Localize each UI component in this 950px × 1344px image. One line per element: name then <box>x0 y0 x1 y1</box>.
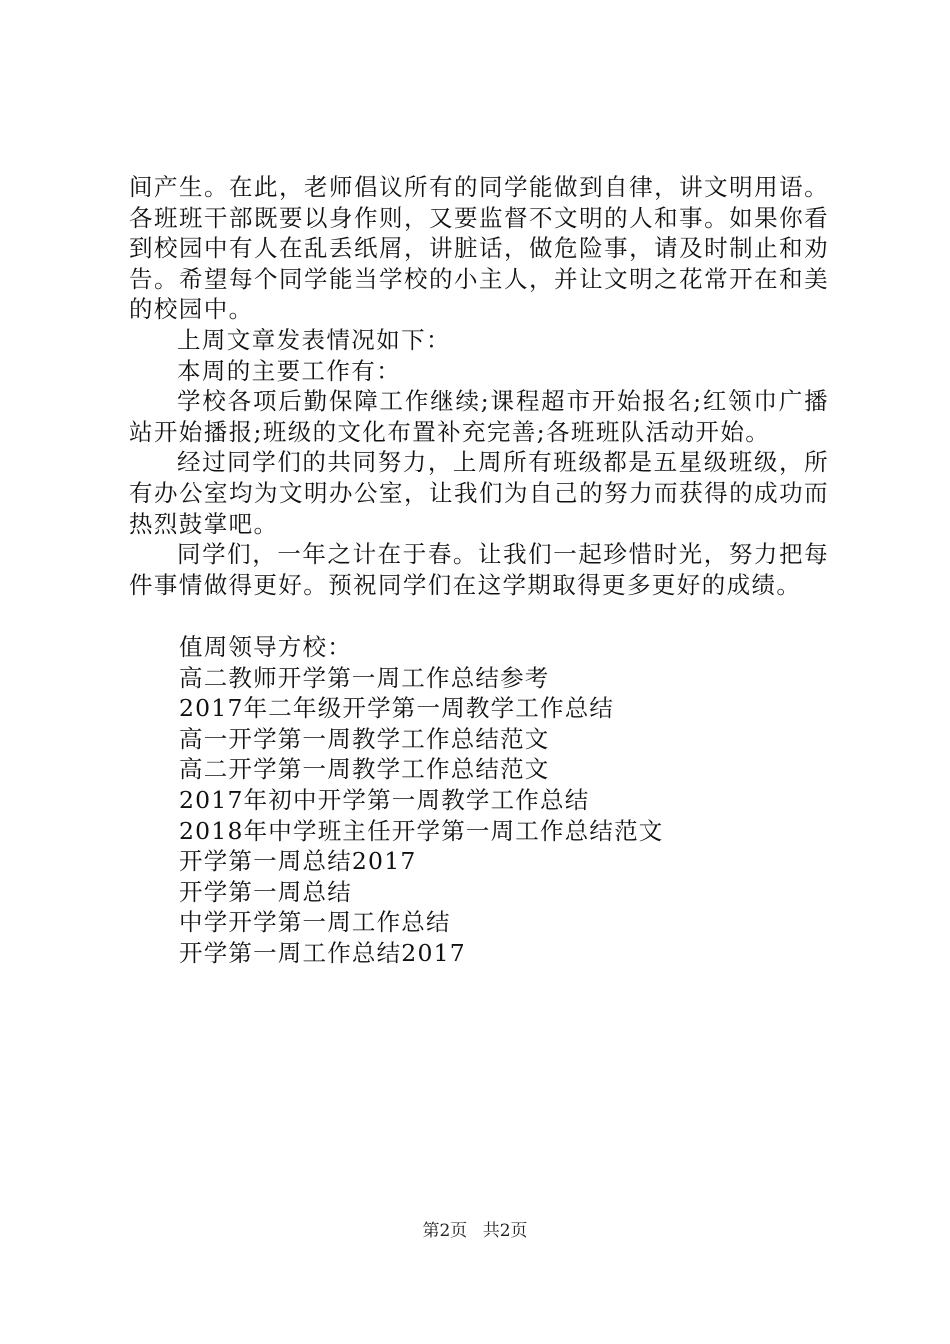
related-article-link[interactable]: 2017年二年级开学第一周教学工作总结 <box>179 694 615 723</box>
related-article-link[interactable]: 开学第一周工作总结2017 <box>179 938 466 967</box>
paragraph: 本周的主要工作有： <box>177 356 402 385</box>
page-footer <box>0 1216 950 1241</box>
paragraph: 学校各项后勤保障工作继续;课程超市开始报名;红领巾广播站开始播报;班级的文化布置补充完善;各班班队活动开始。 <box>129 387 829 446</box>
paragraph: 上周文章发表情况如下： <box>177 325 451 354</box>
related-article-link[interactable]: 2018年中学班主任开学第一周工作总结范文 <box>179 816 664 845</box>
paragraph: 同学们，一年之计在于春。让我们一起珍惜时光，努力把每件事情做得更好。预祝同学们在这学期取得更多更好的成绩。 <box>129 540 829 599</box>
related-article-link[interactable]: 开学第一周总结 <box>179 877 352 906</box>
related-article-link[interactable]: 2017年初中开学第一周教学工作总结 <box>179 785 590 814</box>
related-article-link[interactable]: 高一开学第一周教学工作总结范文 <box>179 724 550 753</box>
related-article-link[interactable]: 高二教师开学第一周工作总结参考 <box>179 663 550 692</box>
related-articles-list <box>179 632 664 969</box>
related-article-link[interactable]: 高二开学第一周教学工作总结范文 <box>179 755 550 784</box>
page-number-total: 共2页 <box>482 1221 528 1241</box>
paragraph: 间产生。在此，老师倡议所有的同学能做到自律，讲文明用语。各班班干部既要以身作则，又要监督不文明的人和事。如果你看到校园中有人在乱丢纸屑，讲脏话，做危险事，请及时制止和劝告。希望每个同学能当学校的小主人，并让文明之花常开在和美的校园中。 <box>129 173 829 324</box>
paragraph: 经过同学们的共同努力，上周所有班级都是五星级班级，所有办公室均为文明办公室，让我们为自己的努力而获得的成功而热烈鼓掌吧。 <box>129 448 829 538</box>
document-body <box>129 172 829 600</box>
signature-line: 值周领导方校： <box>179 633 352 661</box>
page-number-current: 第2页 <box>422 1221 468 1241</box>
related-article-link[interactable]: 中学开学第一周工作总结 <box>179 908 451 937</box>
related-article-link[interactable]: 开学第一周总结2017 <box>179 847 417 876</box>
